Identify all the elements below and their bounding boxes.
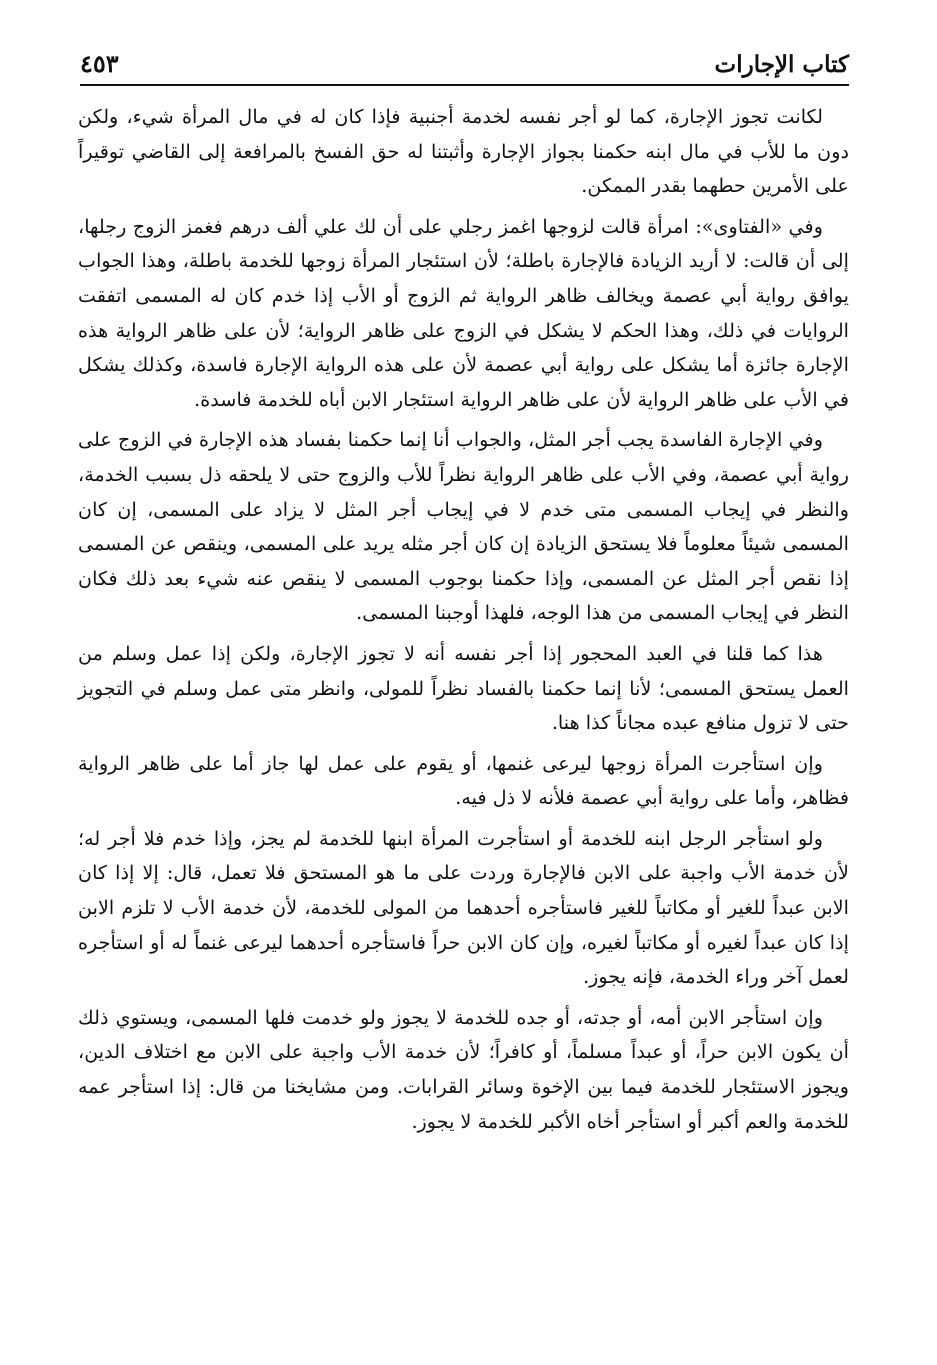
page-header (80, 40, 849, 86)
paragraph: وإن استأجر الابن أمه، أو جدته، أو جده للخدمة لا يجوز ولو خدمت فلها المسمى، ويستوي ذلك أن يكون الابن حراً، أو عبداً مسلماً، أو كافراً؛ لأن خدمة الأب واجبة على الابن مع اختلاف الدين، ويجوز الاستئجار للخدمة فيما بين الإخوة وسائر القرابات. ومن مشايخنا من قال: إذا استأجر عمه للخدمة والعم أكبر أو استأجر أخاه الأكبر للخدمة لا يجوز. (78, 1005, 849, 1133)
paragraph: وإن استأجرت المرأة زوجها ليرعى غنمها، أو يقوم على عمل لها جاز أما على ظاهر الرواية فظاهر، وأما على رواية أبي عصمة فلأنه لا ذل فيه. (78, 751, 849, 810)
paragraph: وفي الإجارة الفاسدة يجب أجر المثل، والجواب أنا إنما حكمنا بفساد هذه الإجارة في الزوج على رواية أبي عصمة، وفي الأب على ظاهر الرواية نظراً للأب والزوج حتى لا يلحقه ذل بسبب الخدمة، والنظر في إيجاب المسمى متى خدم لا في إيجاب أجر المثل لا يزاد على المسمى، إن كان المسمى شيئاً معلوماً فلا يستحق الزيادة إن كان أجر مثله يريد على المسمى، وينقص عن المسمى إذا نقص أجر المثل عن المسمى، وإذا حكمنا بوجوب المسمى لا ينقص عنه شيء بعد ذلك فكان النظر في إيجاب المسمى من هذا الوجه، فلهذا أوجبنا المسمى. (78, 428, 849, 625)
body-text (78, 100, 849, 1145)
running-title: كتاب الإجارات (714, 51, 849, 78)
paragraph: وفي «الفتاوى»: امرأة قالت لزوجها اغمز رجلي على أن لك علي ألف درهم فغمز الزوج رجلها، إلى أن قالت: لا أريد الزيادة فالإجارة باطلة؛ لأن استئجار المرأة زوجها للخدمة باطلة، وهذا الجواب يوافق رواية أبي عصمة ويخالف ظاهر الرواية ثم الزوج أو الأب إذا خدم كان له المسمى اتفقت الروايات في ذلك، وهذا الحكم لا يشكل في الزوج على ظاهر الرواية؛ لأن على ظاهر الرواية هذه الإجارة جائزة أما يشكل على رواية أبي عصمة لأن على هذه الرواية الإجارة فاسدة، وكذلك يشكل في الأب على ظاهر الرواية لأن على ظاهر الرواية استئجار الابن أباه للخدمة فاسدة. (78, 214, 849, 411)
page-number: ٤٥٣ (80, 49, 119, 78)
paragraph: ولو استأجر الرجل ابنه للخدمة أو استأجرت المرأة ابنها للخدمة لم يجز، وإذا خدم فلا أجر له؛ لأن خدمة الأب واجبة على الابن فالإجارة وردت على ما هو المستحق فلا تعمل، قال: إلا إذا كان الابن عبداً للغير أو مكاتباً للغير فاستأجره أحدهما من المولى للخدمة، لأن خدمة الأب لا تلزم الابن إذا كان عبداً لغيره أو مكاتباً لغيره، وإن كان الابن حراً فاستأجره أحدهما ليرعى غنماً له أو استأجره لعمل آخر وراء الخدمة، فإنه يجوز. (78, 826, 849, 989)
paragraph: لكانت تجوز الإجارة، كما لو أجر نفسه لخدمة أجنبية فإذا كان له في مال المرأة شيء، ولكن دون ما للأب في مال ابنه حكمنا بجواز الإجارة وأثبتنا له حق الفسخ بالمرافعة إلى القاضي توقيراً على الأمرين حطهما بقدر الممكن. (78, 105, 849, 198)
paragraph: هذا كما قلنا في العبد المحجور إذا أجر نفسه أنه لا تجوز الإجارة، ولكن إذا عمل وسلم من العمل يستحق المسمى؛ لأنا إنما حكمنا بالفساد نظراً للمولى، وانظر متى عمل وسلم في التجويز حتى لا تزول منافع عبده مجاناً كذا هنا. (78, 641, 849, 735)
